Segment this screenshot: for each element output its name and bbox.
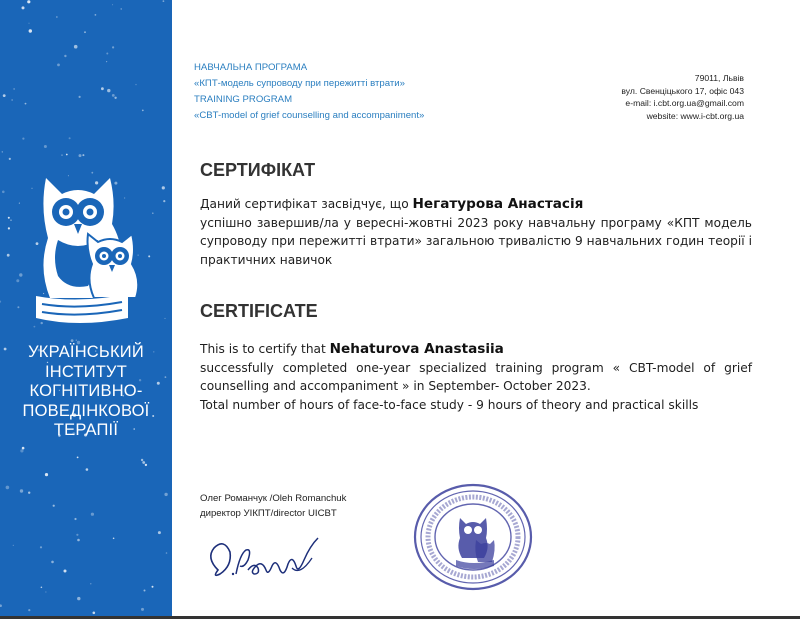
star-dot: [13, 88, 14, 89]
director-name: Олег Романчук /Oleh Romanchuk: [200, 493, 347, 504]
institute-name: [0, 343, 172, 441]
star-dot: [101, 87, 104, 90]
star-dot: [13, 545, 14, 546]
star-dot: [27, 0, 30, 3]
star-dot: [145, 464, 147, 466]
star-dot: [162, 186, 165, 189]
star-dot: [16, 279, 19, 282]
certificate-line-en: Total number of hours of face-to-face study - 9 hours of theory and practical skills: [200, 397, 699, 412]
certificate-intro-line-ua: [200, 195, 752, 214]
certificate-heading-ua: СЕРТИФІКАТ: [200, 160, 316, 180]
star-dot: [163, 0, 165, 2]
institute-name-line: ТЕРАПІЇ: [53, 421, 119, 439]
certificate-body-ua: [200, 195, 752, 269]
star-dot: [22, 447, 25, 450]
star-dot: [82, 154, 84, 156]
star-dot: [79, 154, 82, 157]
star-dot: [57, 64, 60, 67]
star-dot: [163, 200, 165, 202]
star-dot: [41, 587, 43, 589]
certificate-intro-en: This is to certify that: [200, 342, 330, 356]
star-dot: [76, 340, 77, 341]
sidebar: [0, 0, 172, 619]
star-dot: [29, 29, 32, 32]
star-dot: [106, 61, 107, 62]
star-dot: [135, 84, 136, 85]
star-dot: [45, 592, 46, 593]
star-dot: [93, 612, 96, 615]
star-dot: [77, 539, 80, 542]
program-label-ua: НАВЧАЛЬНА ПРОГРАМА: [194, 62, 308, 73]
star-dot: [45, 473, 48, 476]
star-dot: [164, 493, 167, 496]
star-dot: [25, 103, 27, 105]
star-dot: [76, 534, 78, 536]
star-dot: [158, 531, 161, 534]
institute-name-line: УКРАЇНСЬКИЙ: [28, 343, 144, 361]
star-dot: [56, 16, 57, 17]
star-dot: [113, 538, 115, 540]
star-dot: [74, 518, 76, 520]
star-dot: [2, 151, 3, 152]
star-dot: [77, 457, 79, 459]
star-dot: [61, 154, 63, 156]
certificate-line-en: successfully completed one-year specialized training program « CBT-model of grief: [200, 360, 752, 375]
star-dot: [77, 597, 80, 600]
star-dot: [28, 23, 29, 24]
star-dot: [141, 608, 144, 611]
star-dot: [40, 546, 42, 548]
program-title-ua: «КПТ-модель супроводу при пережитті втрати»: [194, 78, 405, 89]
certificate-heading-en: CERTIFICATE: [200, 301, 318, 321]
contact-block: [621, 72, 744, 122]
star-dot: [9, 158, 11, 160]
contact-city: 79011, Львів: [694, 73, 744, 83]
star-dot: [0, 301, 1, 303]
program-label-en: TRAINING PROGRAM: [194, 94, 293, 105]
star-dot: [79, 96, 81, 98]
star-dot: [141, 459, 143, 461]
certificate-line-ua: успішно завершив/ла у вересні-жовтні 2023 року навчальну програму «КПТ модель: [200, 215, 752, 230]
star-dot: [91, 513, 94, 516]
star-dot: [6, 486, 10, 490]
star-dot: [53, 505, 55, 507]
star-dot: [22, 6, 25, 9]
star-dot: [69, 137, 71, 139]
star-dot: [152, 586, 154, 588]
star-dot: [84, 31, 86, 33]
star-dot: [51, 561, 54, 564]
certificate-line-ua: практичних навичок: [200, 252, 333, 267]
star-dot: [0, 604, 2, 607]
program-header: [194, 60, 424, 124]
institute-name-line: КОГНІТИВНО-: [29, 382, 143, 400]
star-dot: [112, 46, 114, 48]
director-signature: [200, 530, 330, 590]
institute-name-line: ПОВЕДІНКОВОЇ: [22, 401, 150, 420]
owl-logo-icon: [28, 168, 156, 333]
star-dot: [10, 219, 12, 221]
certificate-intro-ua: Даний сертифікат засвідчує, що: [200, 197, 413, 211]
star-dot: [90, 583, 91, 584]
director-title: директор УІКПТ/director UICBT: [200, 507, 337, 519]
star-dot: [12, 99, 13, 100]
star-dot: [165, 318, 166, 319]
star-dot: [44, 145, 47, 148]
star-dot: [142, 461, 145, 464]
star-dot: [71, 339, 74, 342]
star-dot: [22, 138, 24, 140]
official-seal-icon: [398, 482, 548, 592]
institute-name-line: ІНСТИТУТ: [44, 362, 128, 381]
star-dot: [86, 468, 89, 471]
certificate-line-ua: супроводу при пережитті втрати» загальною тривалістю 9 навчальних годин теорії і: [200, 234, 752, 249]
star-dot: [106, 53, 108, 55]
star-dot: [20, 489, 23, 492]
program-title-en: «CBT-model of grief counselling and accompaniment»: [194, 110, 425, 121]
certificate-body-en: [200, 340, 752, 414]
director-block: [200, 492, 346, 521]
star-dot: [28, 492, 30, 494]
star-dot: [121, 8, 122, 9]
star-dot: [112, 4, 113, 5]
star-dot: [19, 203, 20, 204]
star-dot: [166, 552, 168, 554]
star-dot: [112, 94, 115, 97]
contact-website: website: www.i-cbt.org.ua: [646, 110, 744, 121]
star-dot: [19, 273, 22, 276]
star-dot: [20, 449, 23, 452]
star-dot: [114, 97, 116, 99]
star-dot: [2, 191, 5, 194]
star-dot: [144, 590, 146, 592]
star-dot: [8, 227, 10, 229]
star-dot: [64, 55, 66, 57]
certificate-line-en: counselling and accompaniment » in September- October 2023.: [200, 379, 591, 394]
star-dot: [64, 570, 67, 573]
recipient-name-ua: Негатурова Анастасія: [412, 196, 584, 212]
star-dot: [8, 217, 10, 219]
recipient-name-en: Nehaturova Anastasiia: [329, 341, 504, 357]
star-dot: [95, 14, 97, 16]
star-dot: [74, 45, 78, 49]
contact-address: вул. Свенціцького 17, офіс 043: [621, 85, 744, 96]
star-dot: [7, 254, 10, 257]
star-dot: [28, 609, 30, 611]
star-dot: [3, 94, 6, 97]
certificate-intro-line-en: [200, 340, 752, 359]
star-dot: [107, 89, 110, 92]
star-dot: [17, 306, 19, 308]
star-dot: [66, 154, 68, 156]
contact-email: e-mail: i.cbt.org.ua@gmail.com: [625, 98, 744, 109]
star-dot: [142, 110, 144, 112]
